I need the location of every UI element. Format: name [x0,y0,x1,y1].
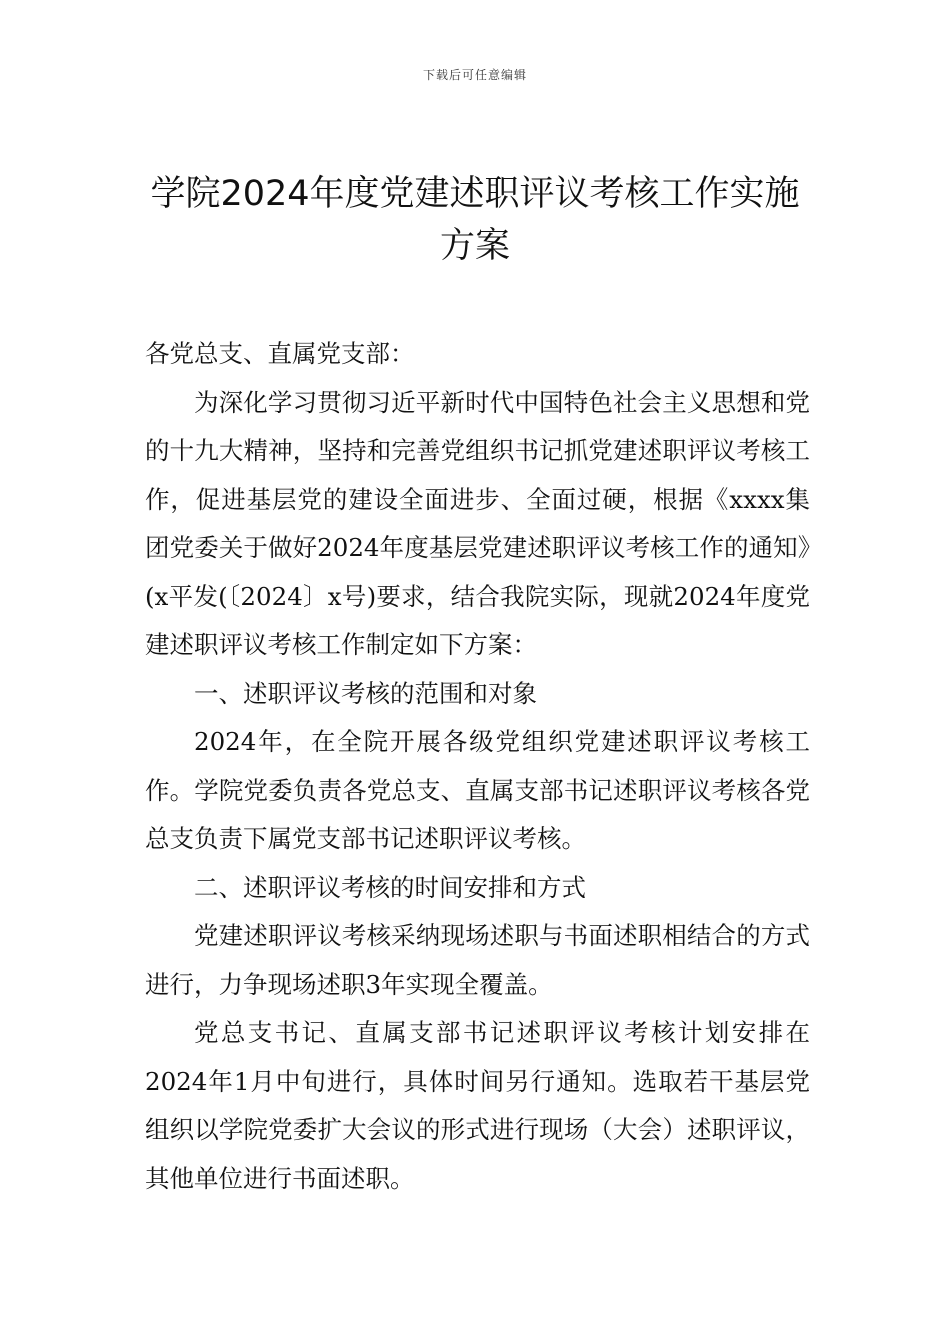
paragraph-intro: 为深化学习贯彻习近平新时代中国特色社会主义思想和党的十九大精神，坚持和完善党组织书记抓党建述职评议考核工作，促进基层党的建设全面进步、全面过硬，根据《xxxx集团党委关于做好2024年度基层党建述职评议考核工作的通知》(x平发(〔2024〕x号)要求，结合我院实际，现就2024年度党建述职评议考核工作制定如下方案： [145,387,810,659]
document-title: 学院2024年度党建述职评议考核工作实施方案 [150,174,800,266]
section-heading-schedule: 二、述职评议考核的时间安排和方式 [194,872,586,902]
salutation: 各党总支、直属党支部： [145,339,415,368]
section-heading-scope: 一、述职评议考核的范围和对象 [194,678,537,708]
header-note: 下载后可任意编辑 [422,68,527,82]
paragraph-scope: 2024年，在全院开展各级党组织党建述职评议考核工作。学院党委负责各党总支、直属支部书记述职评议考核各党总支负责下属党支部书记述职评议考核。 [145,727,810,853]
document-body [145,330,810,1203]
paragraph-schedule: 党总支书记、直属支部书记述职评议考核计划安排在2024年1月中旬进行，具体时间另行通知。选取若干基层党组织以学院党委扩大会议的形式进行现场（大会）述职评议，其他单位进行书面述职。 [145,1018,810,1193]
paragraph-method: 党建述职评议考核采纳现场述职与书面述职相结合的方式进行，力争现场述职3年实现全覆盖。 [145,921,810,999]
